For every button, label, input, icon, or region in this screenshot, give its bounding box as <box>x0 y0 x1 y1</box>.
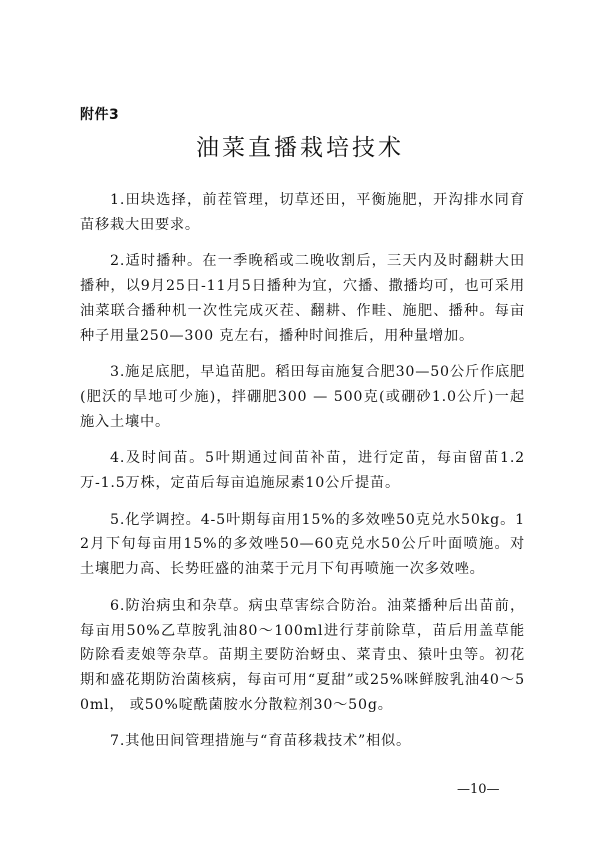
paragraph-field-selection: 1.田块选择，前茬管理，切草还田，平衡施肥，开沟排水同育苗移栽大田要求。 <box>80 192 525 233</box>
page-title: 油菜直播栽培技术 <box>196 135 404 161</box>
body-text <box>80 188 525 766</box>
page-number: —10— <box>457 782 500 797</box>
paragraph-thinning: 4.及时间苗。5叶期通过间苗补苗，进行定苗，每亩留苗1.2万-1.5万株，定苗后每亩追施尿素10公斤提苗。 <box>80 450 525 492</box>
paragraph-pest-weed-control: 6.防治病虫和杂草。病虫草害综合防治。油菜播种后出苗前，每亩用50%乙草胺乳油80～100ml进行芽前除草，苗后用盖草能防除看麦娘等杂草。苗期主要防治蚜虫、菜青虫、猿叶虫等。初花期和盛花期防治菌核病，每亩可用“夏甜”或25%咪鲜胺乳油40～50ml， 或50%啶酰菌胺水分散粒剂30～50g。 <box>80 597 525 713</box>
annex-label: 附件3 <box>80 107 120 123</box>
paragraph-chemical-control: 5.化学调控。4-5叶期每亩用15%的多效唑50克兑水50kg。12月下旬每亩用15%的多效唑50—60克兑水50公斤叶面喷施。对土壤肥力高、长势旺盛的油菜于元月下旬再喷施一次多效唑。 <box>80 511 525 578</box>
paragraph-other-management: 7.其他田间管理措施与“育苗移栽技术”相似。 <box>110 733 412 750</box>
paragraph-timely-sowing: 2.适时播种。在一季晚稻或二晚收割后，三天内及时翻耕大田播种，以9月25日-11月5日播种为宜，穴播、撒播均可，也可采用油菜联合播种机一次性完成灭茬、翻耕、作畦、施肥、播种。每亩种子用量250—300 克左右，播种时间推后，用种量增加。 <box>80 253 525 344</box>
paragraph-base-fertilizer: 3.施足底肥，早追苗肥。稻田每亩施复合肥30—50公斤作底肥(肥沃的旱地可少施)，拌硼肥300 — 500克(或硼砂1.0公斤)一起施入土壤中。 <box>80 364 525 430</box>
